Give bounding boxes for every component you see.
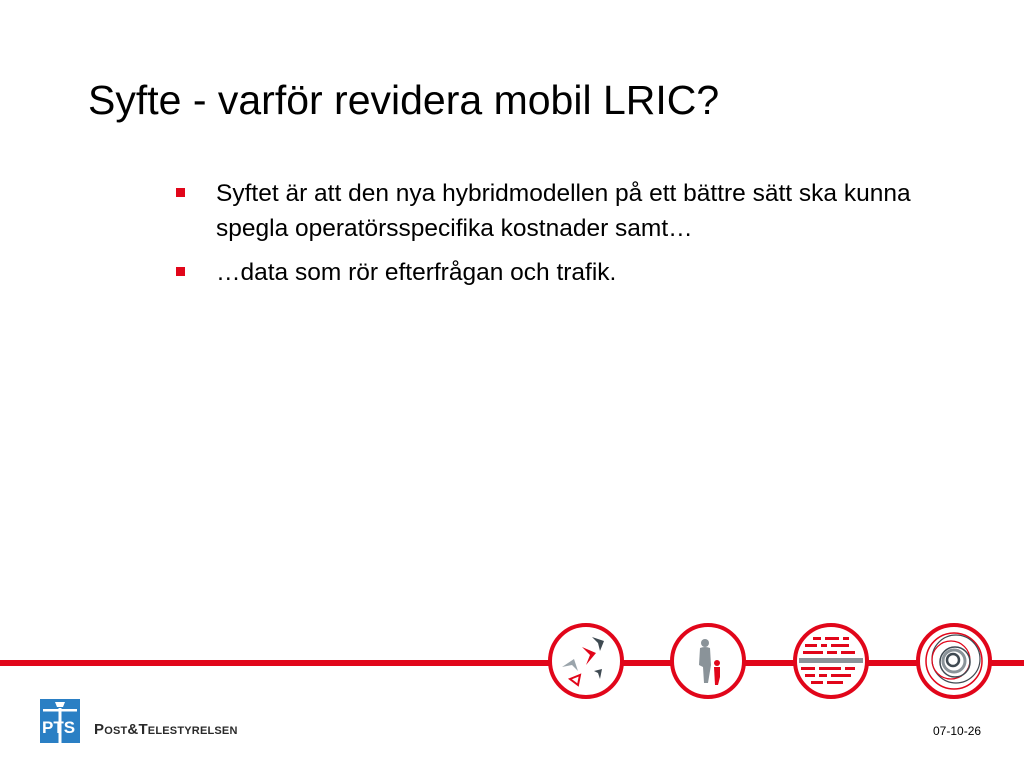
bullet-square-icon: [176, 188, 185, 197]
footer-red-line: [0, 660, 1024, 666]
bullet-list: [176, 176, 936, 299]
pts-logo-icon: [40, 699, 80, 743]
bullet-item: [176, 255, 936, 290]
rings-circle-icon: [916, 623, 992, 699]
arrows-circle-icon: [548, 623, 624, 699]
bullet-text: …data som rör efterfrågan och trafik.: [216, 259, 617, 286]
slide-date: 07-10-26: [933, 724, 982, 738]
people-circle-icon: [670, 623, 746, 699]
bullet-square-icon: [176, 267, 185, 276]
bullet-item: [176, 176, 936, 246]
data-circle-icon: [793, 623, 869, 699]
bullet-text: Syftet är att den nya hybridmodellen på ett bättre sätt ska kunna spegla operatörsspecifika kostnader samt…: [216, 180, 911, 242]
company-wordmark: Post&Telestyrelsen: [94, 721, 238, 738]
slide-title: Syfte - varför revidera mobil LRIC?: [88, 77, 720, 123]
logo-text: PTS: [42, 718, 76, 737]
